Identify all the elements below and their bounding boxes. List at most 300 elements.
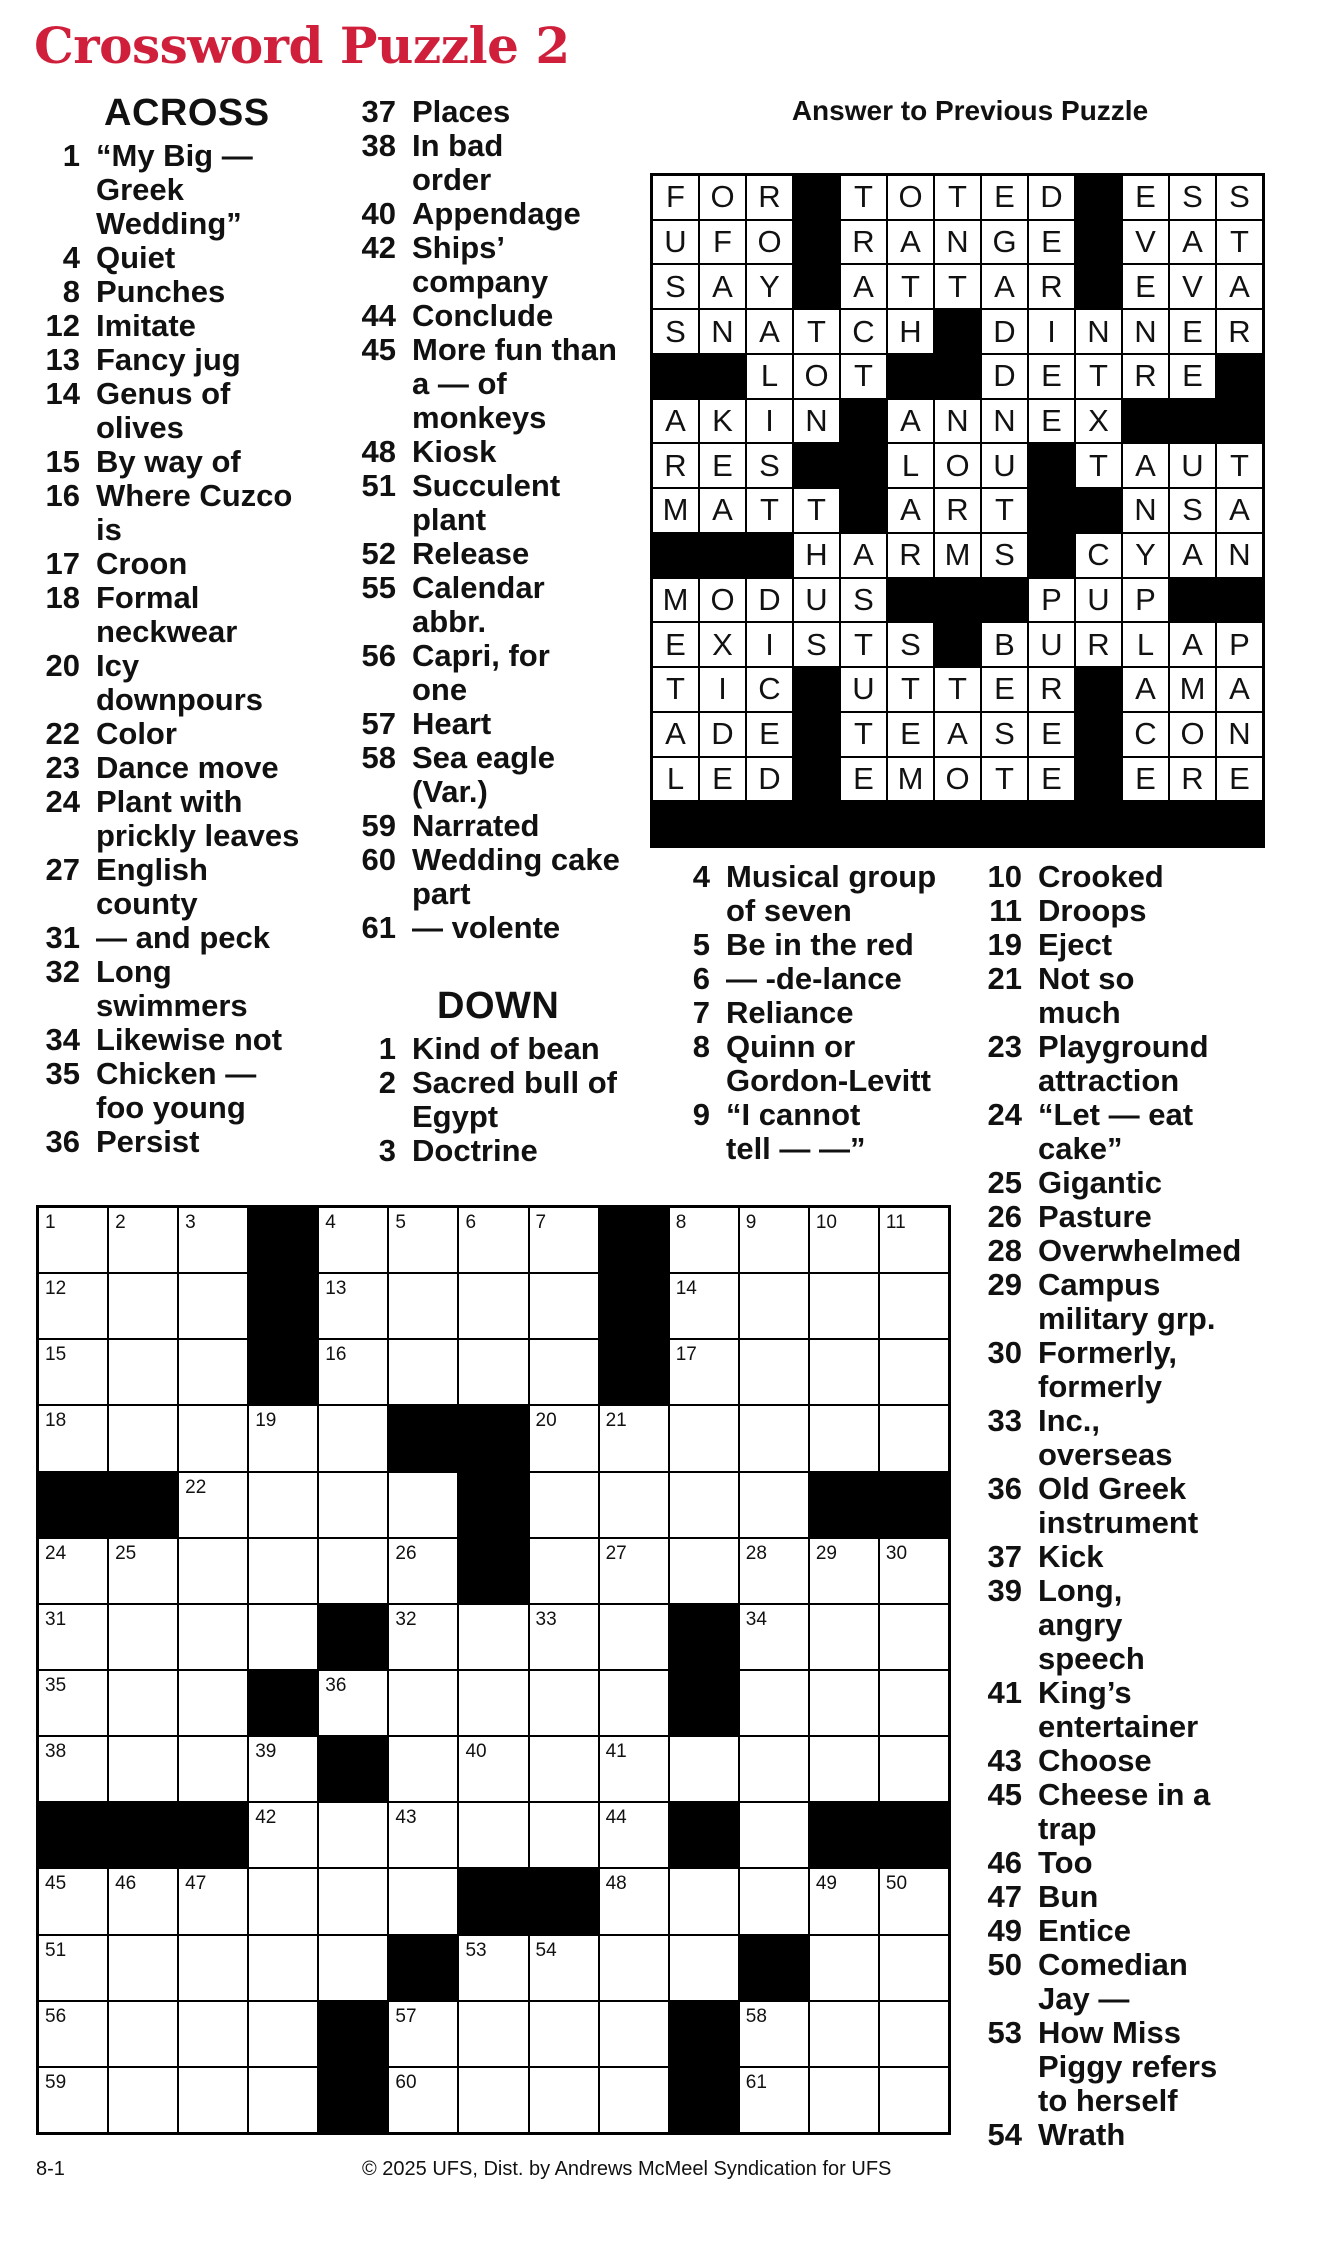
clue-text-line: abbr. [412,604,487,639]
clue-number: 45 [361,332,396,367]
grid-cell[interactable] [459,1274,527,1338]
clue-number: 4 [62,240,80,275]
clue-text-line: Old Greek [1038,1471,1187,1506]
grid-cell[interactable] [389,1539,457,1603]
answer-cell: A [700,489,745,532]
answer-cell: C [1076,534,1121,577]
grid-cell[interactable] [530,1605,598,1669]
grid-cell[interactable] [810,1737,878,1801]
grid-cell[interactable] [600,1869,668,1933]
clue-number: 9 [692,1097,710,1132]
clue-text-line: King’s [1038,1675,1132,1710]
clue-number: 45 [987,1777,1022,1812]
grid-cell[interactable] [810,1340,878,1404]
black-square [249,1671,317,1735]
grid-cell[interactable] [880,1737,948,1801]
answer-cell: T [794,310,839,353]
grid-cell[interactable] [179,2002,247,2066]
answer-cell: S [888,623,933,666]
grid-cell[interactable] [530,1936,598,2000]
answer-cell: F [653,176,698,219]
grid-cell[interactable] [179,1274,247,1338]
answer-cell: N [1123,310,1168,353]
clue-number: 2 [378,1065,396,1100]
cell-number: 7 [535,1212,547,1233]
answer-cell: N [794,400,839,443]
clue-text-line: Croon [96,546,188,581]
black-square [794,176,839,219]
grid-cell[interactable] [109,1340,177,1404]
black-square [670,1605,738,1669]
grid-cell[interactable] [459,1737,527,1801]
grid-cell[interactable] [740,1605,808,1669]
grid-cell[interactable] [810,1869,878,1933]
clue-text-line: Imitate [96,308,196,343]
answer-cell: A [653,400,698,443]
grid-cell[interactable] [600,1539,668,1603]
cell-number: 36 [325,1675,347,1696]
grid-cell[interactable] [179,1406,247,1470]
answer-cell: T [935,668,980,711]
clue-text-line: monkeys [412,400,547,435]
clue-text-line: Reliance [726,995,854,1030]
answer-cell: X [1076,400,1121,443]
grid-cell[interactable] [600,2002,668,2066]
grid-cell[interactable] [459,2002,527,2066]
black-square [700,355,745,398]
black-square [1076,668,1121,711]
grid-cell[interactable] [389,2002,457,2066]
grid-cell[interactable] [249,1406,317,1470]
grid-cell[interactable] [389,1605,457,1669]
grid-cell[interactable] [459,1605,527,1669]
grid-cell[interactable] [39,1869,107,1933]
grid-cell[interactable] [179,1208,247,1272]
answer-cell: L [653,758,698,801]
grid-cell[interactable] [389,1869,457,1933]
grid-cell[interactable] [389,1274,457,1338]
black-square [39,1803,107,1867]
grid-cell[interactable] [740,1274,808,1338]
grid-cell[interactable] [880,1539,948,1603]
grid-cell[interactable] [810,1671,878,1735]
grid-cell[interactable] [459,2068,527,2132]
grid-cell[interactable] [39,1737,107,1801]
cell-number: 42 [255,1807,277,1829]
clue-text-line: entertainer [1038,1709,1199,1744]
answer-cell: R [653,444,698,487]
answer-cell: A [1217,489,1262,532]
grid-cell[interactable] [319,1208,387,1272]
grid-cell[interactable] [880,1406,948,1470]
black-square [1217,400,1262,443]
clue-number: 39 [987,1573,1022,1608]
clue-text-line: Long, [1038,1573,1123,1608]
grid-cell[interactable] [39,2002,107,2066]
grid-cell[interactable] [810,1936,878,2000]
black-square [747,534,792,577]
grid-cell[interactable] [740,2068,808,2132]
grid-cell[interactable] [530,2002,598,2066]
answer-cell: A [935,713,980,756]
grid-cell[interactable] [670,1936,738,2000]
grid-cell[interactable] [530,1803,598,1867]
black-square [1217,355,1262,398]
grid-cell[interactable] [880,1340,948,1404]
answer-cell: A [888,400,933,443]
clue-text-line: Dance move [96,750,279,785]
grid-cell[interactable] [670,1737,738,1801]
grid-cell[interactable] [670,1869,738,1933]
grid-cell[interactable] [389,1208,457,1272]
clue-text-line: Chicken — [96,1056,257,1091]
grid-cell[interactable] [249,2068,317,2132]
grid-cell[interactable] [389,1803,457,1867]
answer-cell: E [1123,265,1168,308]
black-square [600,1340,668,1404]
answer-cell: U [1029,623,1074,666]
grid-cell[interactable] [880,1936,948,2000]
black-square [600,1208,668,1272]
grid-cell[interactable] [740,1208,808,1272]
grid-cell[interactable] [810,2068,878,2132]
answer-cell: E [1029,713,1074,756]
answer-cell: Y [1123,534,1168,577]
answer-cell: A [841,265,886,308]
black-square [1076,713,1121,756]
black-square [810,1803,878,1867]
answer-cell: M [653,489,698,532]
black-square [810,1473,878,1537]
grid-cell[interactable] [179,1539,247,1603]
clue-number: 27 [45,852,80,887]
black-square [1029,444,1074,487]
answer-cell: V [1170,265,1215,308]
clue-number: 41 [987,1675,1022,1710]
clue-number: 26 [987,1199,1022,1234]
cell-number: 22 [185,1476,207,1498]
clue-text-line: Crooked [1038,859,1164,894]
grid-cell[interactable] [670,1473,738,1537]
grid-cell[interactable] [880,1208,948,1272]
grid-cell[interactable] [530,1671,598,1735]
clue-number: 14 [45,376,80,411]
grid-cell[interactable] [389,1737,457,1801]
grid-cell[interactable] [179,2068,247,2132]
grid-cell[interactable] [179,1936,247,2000]
cell-number: 30 [885,1542,908,1564]
grid-cell[interactable] [740,1869,808,1933]
clue-number: 12 [45,308,80,343]
clue-text-line: Ships’ [412,230,506,265]
grid-cell[interactable] [319,1406,387,1470]
black-square [600,1274,668,1338]
clue-number: 29 [987,1267,1022,1302]
grid-cell[interactable] [179,1605,247,1669]
answer-cell: T [1217,221,1262,264]
grid-cell[interactable] [740,1803,808,1867]
grid-cell[interactable] [319,1340,387,1404]
grid-cell[interactable] [39,2068,107,2132]
black-square [1170,579,1215,622]
grid-cell[interactable] [109,1936,177,2000]
answer-cell: T [747,489,792,532]
grid-cell[interactable] [109,2068,177,2132]
grid-cell[interactable] [249,1473,317,1537]
grid-cell[interactable] [459,1208,527,1272]
grid-cell[interactable] [530,1539,598,1603]
grid-cell[interactable] [880,1605,948,1669]
answer-cell: O [700,579,745,622]
grid-cell[interactable] [530,1274,598,1338]
answer-cell: X [700,623,745,666]
black-square [888,355,933,398]
grid-cell[interactable] [600,1803,668,1867]
answer-cell: O [935,444,980,487]
cell-number: 11 [885,1212,906,1233]
grid-cell[interactable] [880,2068,948,2132]
grid-cell[interactable] [880,1274,948,1338]
answer-cell: N [935,221,980,264]
grid-cell[interactable] [810,1208,878,1272]
cell-number: 31 [45,1608,67,1630]
grid-cell[interactable] [109,2002,177,2066]
grid-cell[interactable] [319,1539,387,1603]
grid-cell[interactable] [530,1737,598,1801]
grid-cell[interactable] [39,1406,107,1470]
black-square [880,1473,948,1537]
grid-cell[interactable] [249,2002,317,2066]
grid-cell[interactable] [810,1274,878,1338]
grid-cell[interactable] [810,2002,878,2066]
clue-text-line: Pasture [1038,1199,1152,1234]
grid-cell[interactable] [39,1671,107,1735]
grid-cell[interactable] [319,1274,387,1338]
grid-cell[interactable] [459,1803,527,1867]
black-square [109,1473,177,1537]
black-square [888,579,933,622]
grid-cell[interactable] [670,1208,738,1272]
cell-number: 14 [675,1278,697,1300]
answer-cell: B [982,623,1027,666]
grid-cell[interactable] [319,1671,387,1735]
cell-number: 47 [185,1873,207,1895]
answer-cell: K [700,400,745,443]
grid-cell[interactable] [530,1473,598,1537]
answer-cell: O [1170,713,1215,756]
grid-cell[interactable] [810,1539,878,1603]
answer-cell: A [1217,668,1262,711]
grid-cell[interactable] [319,1803,387,1867]
answer-cell: M [935,534,980,577]
grid-cell[interactable] [600,1936,668,2000]
grid-cell[interactable] [109,1737,177,1801]
grid-cell[interactable] [600,1605,668,1669]
grid-cell[interactable] [319,1869,387,1933]
grid-cell[interactable] [249,1539,317,1603]
grid-cell[interactable] [740,1406,808,1470]
black-square [530,1869,598,1933]
clue-number: 8 [62,274,80,309]
grid-cell[interactable] [109,1208,177,1272]
clue-number: 33 [987,1403,1022,1438]
grid-cell[interactable] [740,1737,808,1801]
grid-cell[interactable] [880,1671,948,1735]
grid-cell[interactable] [389,1473,457,1537]
cell-number: 16 [325,1344,347,1366]
clue-number: 44 [361,298,396,333]
black-square [1029,534,1074,577]
clue-text-line: (Var.) [412,774,488,809]
grid-cell[interactable] [670,1274,738,1338]
clue-text-line: Egypt [412,1099,499,1134]
answer-cell: C [1123,713,1168,756]
clue-text-line: Gigantic [1038,1165,1163,1200]
grid-cell[interactable] [389,2068,457,2132]
black-square [1076,758,1121,801]
cell-number: 59 [45,2071,67,2093]
clue-text-line: order [412,162,492,197]
grid-cell[interactable] [389,1340,457,1404]
grid-cell[interactable] [179,1869,247,1933]
grid-cell[interactable] [740,1539,808,1603]
grid-cell[interactable] [179,1737,247,1801]
grid-cell[interactable] [670,1539,738,1603]
grid-cell[interactable] [109,1406,177,1470]
cell-number: 3 [185,1212,196,1233]
clue-text-line: Not so [1038,961,1135,996]
cell-number: 24 [45,1542,67,1564]
grid-cell[interactable] [600,2068,668,2132]
grid-cell[interactable] [109,1274,177,1338]
answer-cell: M [653,579,698,622]
grid-cell[interactable] [740,2002,808,2066]
clue-text-line: speech [1038,1641,1145,1676]
cell-number: 54 [535,1939,557,1961]
clue-text-line: Kind of bean [412,1031,600,1066]
grid-cell[interactable] [39,1539,107,1603]
clue-text-line: Greek [96,172,184,207]
grid-cell[interactable] [39,1936,107,2000]
grid-cell[interactable] [249,1869,317,1933]
black-square [109,1803,177,1867]
cell-number: 49 [815,1873,837,1895]
grid-cell[interactable] [249,1936,317,2000]
answer-cell: M [1170,668,1215,711]
grid-cell[interactable] [600,1737,668,1801]
grid-cell[interactable] [39,1274,107,1338]
grid-cell[interactable] [740,1671,808,1735]
clue-text-line: More fun than [412,332,617,367]
grid-cell[interactable] [39,1208,107,1272]
grid-cell[interactable] [109,1539,177,1603]
cell-number: 19 [255,1410,277,1432]
grid-cell[interactable] [109,1869,177,1933]
answer-cell: E [841,758,886,801]
black-square [1076,489,1121,532]
grid-cell[interactable] [39,1340,107,1404]
black-square [1217,579,1262,622]
clue-number: 13 [45,342,80,377]
grid-cell[interactable] [109,1605,177,1669]
grid-cell[interactable] [319,1473,387,1537]
black-square [1170,400,1215,443]
clue-text-line: formerly [1038,1369,1163,1404]
grid-cell[interactable] [740,1473,808,1537]
grid-cell[interactable] [249,1803,317,1867]
clue-text-line: to herself [1038,2083,1178,2118]
answer-cell: E [1029,758,1074,801]
grid-cell[interactable] [179,1671,247,1735]
grid-cell[interactable] [670,1340,738,1404]
grid-cell[interactable] [459,1671,527,1735]
black-square [794,221,839,264]
clue-text-line: trap [1038,1811,1097,1846]
grid-cell[interactable] [179,1340,247,1404]
black-square [1076,176,1121,219]
grid-cell[interactable] [600,1473,668,1537]
grid-cell[interactable] [319,1936,387,2000]
grid-cell[interactable] [249,1605,317,1669]
clue-text-line: Piggy refers [1038,2049,1218,2084]
page-number: 8-1 [36,2158,65,2180]
grid-cell[interactable] [810,1406,878,1470]
clue-number: 11 [989,893,1022,928]
black-square [653,534,698,577]
grid-cell[interactable] [600,1406,668,1470]
answer-cell: P [1217,623,1262,666]
grid-cell[interactable] [459,1340,527,1404]
clue-number: 19 [987,927,1022,962]
grid-cell[interactable] [249,1737,317,1801]
clue-text-line: foo young [96,1090,246,1125]
clue-text-line: Inc., [1038,1403,1101,1438]
grid-cell[interactable] [459,1936,527,2000]
clue-text-line: Cheese in a [1038,1777,1211,1812]
black-square [935,579,980,622]
answer-cell: T [841,623,886,666]
grid-cell[interactable] [880,1869,948,1933]
answer-cell: A [982,265,1027,308]
grid-cell[interactable] [810,1605,878,1669]
clue-text-line: angry [1038,1607,1123,1642]
cell-number: 53 [465,1939,487,1961]
answer-cell: T [982,758,1027,801]
grid-cell[interactable] [39,1605,107,1669]
grid-cell[interactable] [530,1208,598,1272]
black-square [935,623,980,666]
grid-cell[interactable] [670,1406,738,1470]
answer-cell: A [888,221,933,264]
clue-number: 50 [987,1947,1022,1982]
grid-cell[interactable] [880,2002,948,2066]
clue-text-line: Places [412,94,511,129]
answer-cell: E [1170,310,1215,353]
grid-cell[interactable] [530,1406,598,1470]
answer-cell: A [653,713,698,756]
answer-cell: U [653,221,698,264]
grid-cell[interactable] [179,1473,247,1537]
grid-cell[interactable] [109,1671,177,1735]
answer-cell: A [1123,668,1168,711]
clue-text-line: Calendar [412,570,545,605]
answer-cell: P [1123,579,1168,622]
grid-cell[interactable] [530,1340,598,1404]
grid-cell[interactable] [600,1671,668,1735]
grid-cell[interactable] [389,1671,457,1735]
grid-cell[interactable] [740,1340,808,1404]
grid-cell[interactable] [530,2068,598,2132]
